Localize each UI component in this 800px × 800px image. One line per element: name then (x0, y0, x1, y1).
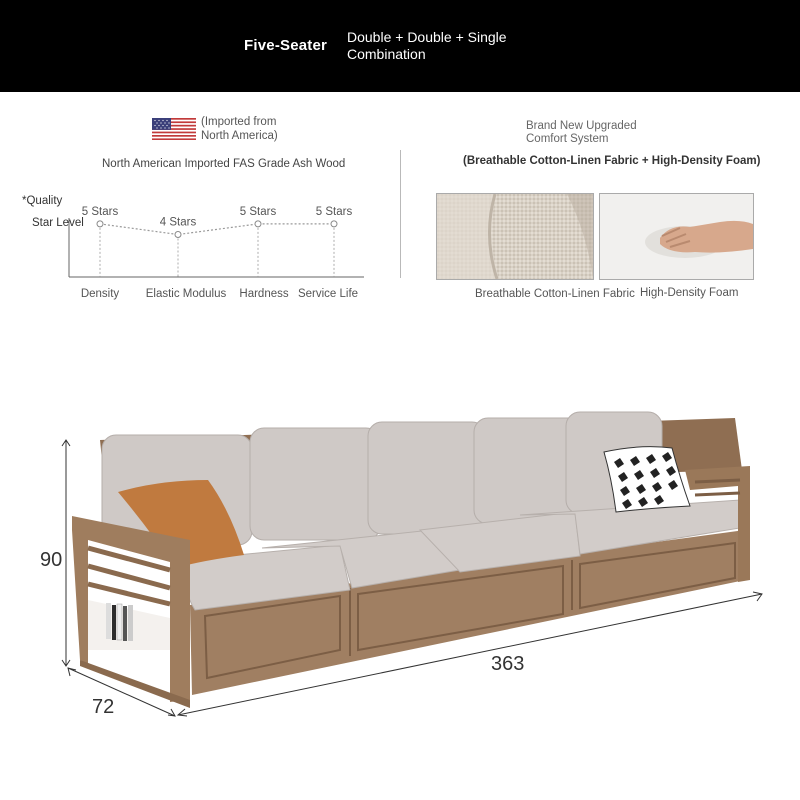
back-cushion (250, 428, 380, 540)
chart-category-label: Density (80, 288, 120, 300)
chart-category-label: Elastic Modulus (145, 288, 227, 300)
wood-origin-line2: North America) (201, 130, 278, 142)
chart-category-label: Service Life (297, 288, 359, 300)
height-dimension: 90 (40, 549, 63, 571)
chart-ylabel-star-level: Star Level (32, 217, 84, 229)
chart-ylabel-quality: *Quality (22, 195, 63, 207)
comfort-title-line2: Comfort System (526, 132, 609, 145)
header-subtitle-line1: Double + Double + Single (347, 29, 507, 45)
chart-point-label: 5 Stars (315, 205, 353, 218)
wood-origin-line1: (Imported from (201, 116, 277, 128)
fabric-caption: Breathable Cotton-Linen Fabric (475, 288, 635, 300)
comfort-subtitle: (Breathable Cotton-Linen Fabric + High-Density Foam) (463, 155, 761, 167)
chart-category-label: Hardness (239, 288, 289, 300)
chart-point-label: 5 Stars (81, 205, 119, 218)
header-subtitle-line2: Combination (347, 46, 426, 62)
books (106, 603, 133, 641)
foam-caption: High-Density Foam (640, 287, 739, 299)
depth-dimension: 72 (92, 696, 115, 718)
chart-point-label: 4 Stars (159, 216, 197, 229)
comfort-title-line1: Brand New Upgraded (526, 120, 637, 132)
wood-title: North American Imported FAS Grade Ash Wood (102, 158, 346, 170)
back-cushion (368, 422, 486, 534)
chart-point-label: 5 Stars (239, 205, 277, 218)
header-title: Five-Seater (244, 37, 328, 54)
length-dimension: 363 (491, 653, 525, 675)
